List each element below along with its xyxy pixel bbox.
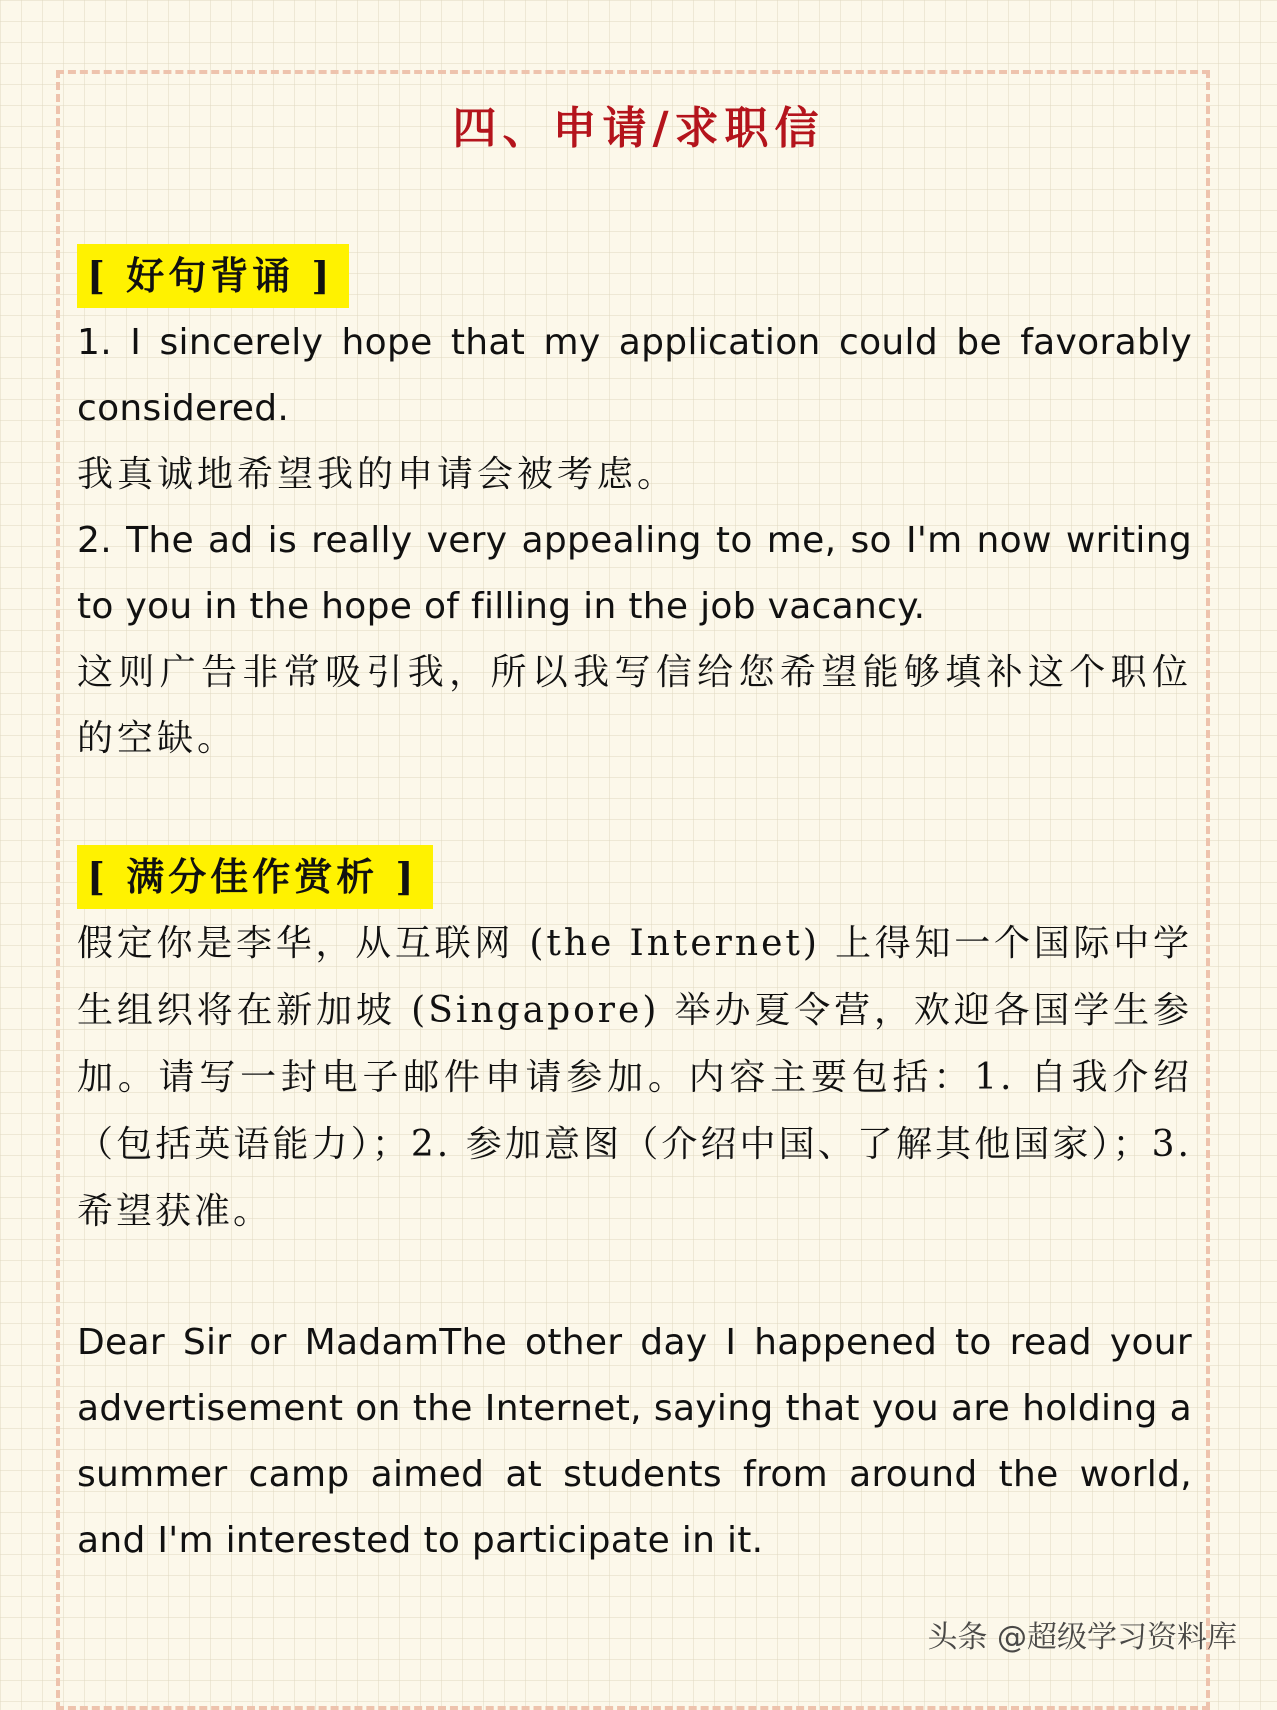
sentence-2-en: 2. The ad is really very appealing to me, so I'm now writing to you in the hope of filling in the job vacancy. xyxy=(77,520,1192,627)
sample-essay: Dear Sir or MadamThe other day I happened to read your advertisement on the Internet, saying that you are holding a summer camp aimed at students from around the world, and I'm interested to participate in it. xyxy=(77,1322,1192,1561)
section-tag-recite: [ 好句背诵 ] xyxy=(77,244,349,308)
sentence-2-zh: 这则广告非常吸引我，所以我写信给您希望能够填补这个职位的空缺。 xyxy=(77,652,1192,759)
watermark: 头条 @超级学习资料库 xyxy=(927,1620,1237,1655)
section-tag-sample: [ 满分佳作赏析 ] xyxy=(77,845,433,909)
sentence-1-en: 1. I sincerely hope that my application could be favorably considered. xyxy=(77,322,1192,429)
page-title: 四、申请/求职信 xyxy=(452,103,825,154)
writing-prompt: 假定你是李华，从互联网 (the Internet) 上得知一个国际中学生组织将在新加坡 (Singapore) 举办夏令营，欢迎各国学生参加。请写一封电子邮件申请参加。内容主要包括：1. 自我介绍（包括英语能力）；2. 参加意图（介绍中国、了解其他国家）；3. 希望获准。 xyxy=(77,923,1192,1232)
recite-sentences xyxy=(77,310,1192,772)
sentence-1-zh: 我真诚地希望我的申请会被考虑。 xyxy=(77,454,678,495)
